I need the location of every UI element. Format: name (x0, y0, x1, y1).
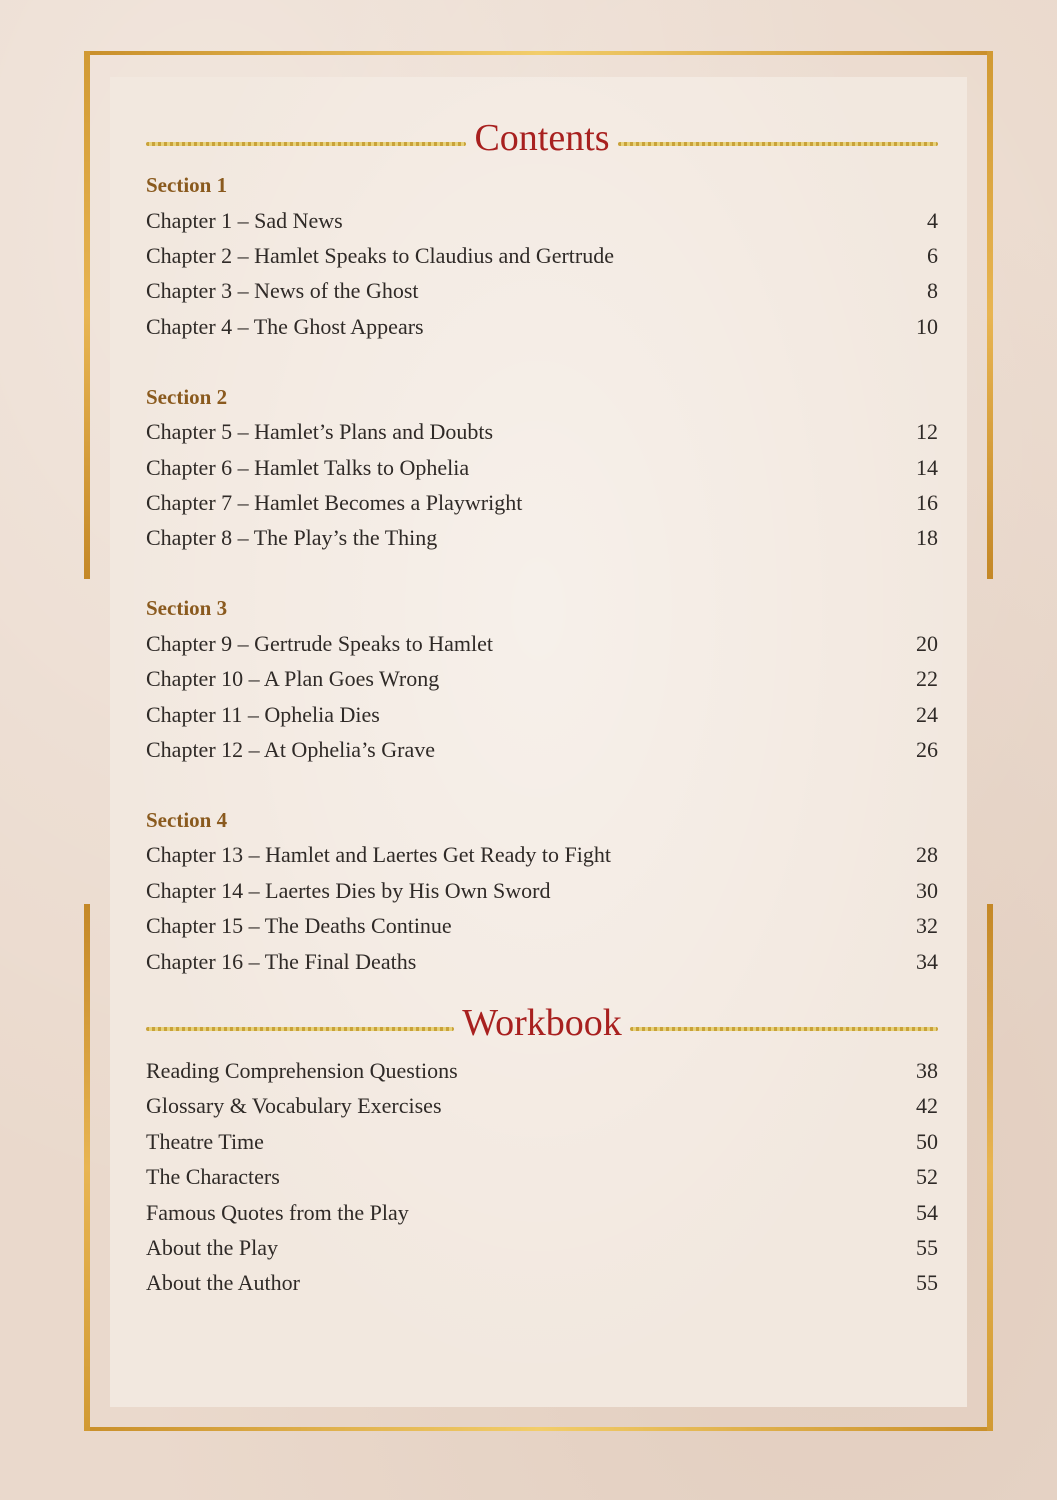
toc-entry[interactable] (146, 838, 938, 873)
contents-heading (146, 110, 938, 166)
section-label: Section 1 (146, 173, 228, 197)
entry-page: 26 (916, 736, 938, 762)
entry-page: 32 (916, 913, 938, 939)
toc-entry[interactable] (146, 521, 938, 556)
section-label: Section 2 (146, 384, 228, 409)
entry-title: Chapter 8 – The Play’s the Thing (146, 525, 438, 551)
toc-entry[interactable] (146, 238, 938, 273)
entry-page: 14 (916, 454, 938, 480)
entry-title: Famous Quotes from the Play (146, 1199, 409, 1225)
entry-title: Chapter 7 – Hamlet Becomes a Playwright (146, 490, 523, 516)
entry-title: Chapter 16 – The Final Deaths (146, 948, 417, 974)
entry-title: Glossary & Vocabulary Exercises (146, 1093, 442, 1119)
entry-title: Chapter 10 – A Plan Goes Wrong (146, 666, 440, 692)
toc-entry[interactable] (146, 1124, 938, 1159)
entry-page: 8 (927, 278, 938, 304)
toc-entry[interactable] (146, 873, 938, 908)
entry-title: Reading Comprehension Questions (146, 1057, 458, 1083)
toc-entry[interactable] (146, 415, 938, 450)
decorative-rule-left (146, 142, 466, 146)
entry-title: Theatre Time (146, 1128, 264, 1154)
entry-page: 30 (916, 877, 938, 903)
entry-page: 52 (916, 1164, 938, 1190)
gold-frame-right-upper (987, 51, 993, 579)
entry-page: 42 (916, 1093, 938, 1119)
toc-entry[interactable] (146, 626, 938, 661)
entry-title: Chapter 4 – The Ghost Appears (146, 313, 424, 339)
entry-page: 22 (916, 666, 938, 692)
section-label: Section 4 (146, 807, 228, 832)
entry-page: 10 (916, 313, 938, 339)
workbook-heading (146, 995, 938, 1051)
entry-title: Chapter 13 – Hamlet and Laertes Get Ready to Fight (146, 842, 611, 868)
entry-title: Chapter 1 – Sad News (146, 207, 343, 233)
entry-page: 54 (916, 1199, 938, 1225)
entry-page: 28 (916, 842, 938, 868)
entry-page: 16 (916, 490, 938, 516)
toc-entry[interactable] (146, 1266, 938, 1301)
entry-page: 12 (916, 419, 938, 445)
entry-title: About the Author (146, 1270, 300, 1296)
gold-frame-top (84, 51, 993, 55)
entry-title: Chapter 2 – Hamlet Speaks to Claudius and Gertrude (146, 243, 615, 269)
entry-title: Chapter 5 – Hamlet’s Plans and Doubts (146, 419, 494, 445)
toc-entry[interactable] (146, 1230, 938, 1265)
section-spacer (146, 768, 938, 803)
entry-page: 38 (916, 1057, 938, 1083)
entry-page: 4 (927, 207, 938, 233)
section-spacer (146, 345, 938, 380)
toc-entry[interactable] (146, 697, 938, 732)
toc-entry[interactable] (146, 662, 938, 697)
entry-title: Chapter 11 – Ophelia Dies (146, 701, 380, 727)
section-label: Section 3 (146, 596, 228, 621)
toc-entry[interactable] (146, 1053, 938, 1088)
toc-entry[interactable] (146, 485, 938, 520)
entry-page: 18 (916, 525, 938, 551)
contents-title: Contents (474, 117, 610, 159)
entry-title: About the Play (146, 1234, 278, 1260)
entry-title: Chapter 12 – At Ophelia’s Grave (146, 736, 435, 762)
entry-page: 55 (916, 1270, 938, 1296)
toc-entry[interactable] (146, 450, 938, 485)
gold-frame-left-lower (84, 904, 90, 1431)
toc-entry[interactable] (146, 274, 938, 309)
entry-title: The Characters (146, 1164, 280, 1190)
gold-frame-left-upper (84, 51, 90, 579)
toc-entry[interactable] (146, 908, 938, 943)
table-of-contents (146, 110, 938, 1301)
entry-title: Chapter 9 – Gertrude Speaks to Hamlet (146, 630, 494, 656)
section-spacer (146, 556, 938, 591)
decorative-rule-left (146, 1027, 454, 1031)
toc-entry[interactable] (146, 203, 938, 238)
entry-title: Chapter 6 – Hamlet Talks to Ophelia (146, 454, 470, 480)
entry-page: 6 (927, 243, 938, 269)
decorative-rule-right (630, 1027, 938, 1031)
entry-title: Chapter 3 – News of the Ghost (146, 278, 419, 304)
entry-page: 50 (916, 1128, 938, 1154)
toc-entry[interactable] (146, 732, 938, 767)
gold-frame-bottom (84, 1427, 993, 1431)
entry-page: 20 (916, 630, 938, 656)
entry-page: 24 (916, 701, 938, 727)
entry-title: Chapter 14 – Laertes Dies by His Own Sword (146, 877, 551, 903)
entry-page: 55 (916, 1234, 938, 1260)
gold-frame-right-lower (987, 904, 993, 1431)
entry-title: Chapter 15 – The Deaths Continue (146, 913, 452, 939)
toc-entry[interactable] (146, 1159, 938, 1194)
toc-entry[interactable] (146, 1195, 938, 1230)
toc-entry[interactable] (146, 309, 938, 344)
decorative-rule-right (618, 142, 938, 146)
entry-page: 34 (916, 948, 938, 974)
toc-entry[interactable] (146, 1089, 938, 1124)
toc-entry[interactable] (146, 944, 938, 979)
workbook-title: Workbook (462, 1002, 622, 1045)
